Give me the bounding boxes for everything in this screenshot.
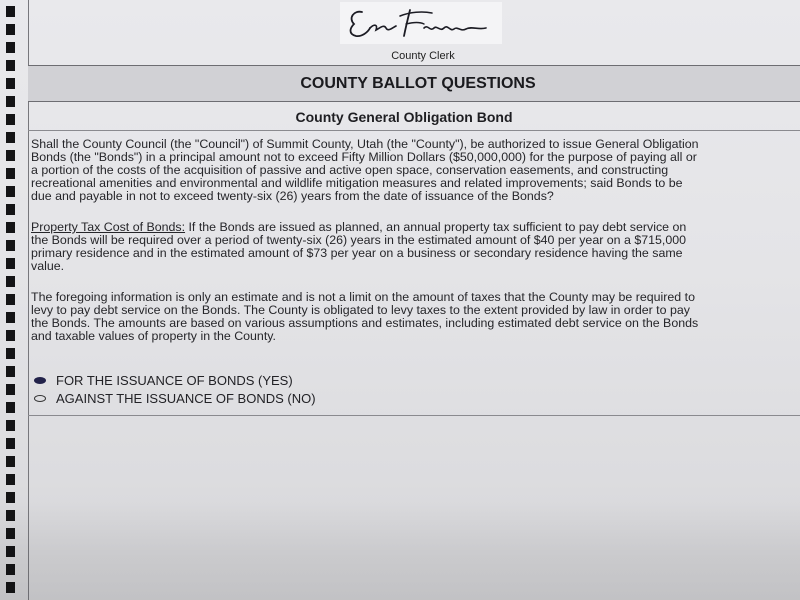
timing-mark — [6, 96, 15, 107]
timing-mark — [6, 474, 15, 485]
timing-mark — [6, 222, 15, 233]
timing-mark — [6, 384, 15, 395]
paragraph-line: recreational amenities and environmental and wildlife mitigation measures and related improvements; said Bonds to be — [31, 176, 683, 190]
timing-mark — [6, 402, 15, 413]
empty-oval-icon[interactable] — [34, 395, 46, 402]
paragraph-line: and taxable values of property in the County. — [31, 329, 276, 343]
paragraph-line: the Bonds will be required over a period of twenty-six (26) years in the estimated amount of $40 per year on a $715,000 — [31, 233, 687, 247]
option-no-label: AGAINST THE ISSUANCE OF BONDS (NO) — [56, 391, 316, 406]
question-title-text: County General Obligation Bond — [295, 109, 513, 125]
timing-mark — [6, 168, 15, 179]
timing-mark — [6, 456, 15, 467]
question-title — [28, 103, 800, 131]
option-yes-label: FOR THE ISSUANCE OF BONDS (YES) — [56, 373, 293, 388]
paragraph-line: value. — [31, 259, 65, 273]
paragraph-line: Bonds (the "Bonds") in a principal amount not to exceed Fifty Million Dollars ($50,000,000) for the purpose of paying all or — [31, 150, 697, 164]
clerk-signature — [340, 2, 502, 44]
timing-mark — [6, 60, 15, 71]
timing-mark — [6, 420, 15, 431]
option-yes[interactable] — [34, 373, 293, 388]
timing-mark — [6, 348, 15, 359]
tax-cost-label: Property Tax Cost of Bonds: — [31, 220, 186, 234]
page-shadow — [0, 500, 800, 600]
timing-mark — [6, 204, 15, 215]
timing-mark — [6, 258, 15, 269]
paragraph-line: Shall the County Council (the "Council") of Summit County, Utah (the "County"), be authorized to issue General Obligation — [31, 137, 699, 151]
timing-mark — [6, 114, 15, 125]
timing-mark — [6, 294, 15, 305]
timing-mark — [6, 312, 15, 323]
paragraph-line: a portion of the costs of the acquisition of passive and active open space, conservation easements, and constructing — [31, 163, 669, 177]
clerk-title: County Clerk — [391, 50, 455, 62]
timing-mark — [6, 78, 15, 89]
option-no[interactable] — [34, 391, 316, 406]
timing-mark — [6, 6, 15, 17]
paragraph-line: primary residence and in the estimated amount of $73 per year on a business or secondary residence having the same — [31, 246, 683, 260]
timing-mark — [6, 132, 15, 143]
timing-mark — [6, 24, 15, 35]
timing-mark — [6, 276, 15, 287]
paragraph-line: the Bonds. The amounts are based on various assumptions and estimates, including estimated debt service on the Bonds — [31, 316, 699, 330]
timing-mark — [6, 240, 15, 251]
timing-mark — [6, 42, 15, 53]
divider — [28, 415, 800, 416]
timing-mark — [6, 366, 15, 377]
timing-mark — [6, 150, 15, 161]
question-paragraph — [31, 138, 800, 203]
timing-mark — [6, 186, 15, 197]
selected-oval-icon[interactable] — [34, 377, 46, 384]
tax-cost-paragraph — [31, 221, 800, 273]
paragraph-line: The foregoing information is only an estimate and is not a limit on the amount of taxes that the County may be required to — [31, 290, 695, 304]
estimate-paragraph — [31, 291, 800, 343]
signature-icon — [340, 2, 502, 44]
tax-cost-text: If the Bonds are issued as planned, an annual property tax sufficient to pay debt service on — [185, 220, 687, 234]
paragraph-line: due and payable in not to exceed twenty-six (26) years from the date of issuance of the Bonds? — [31, 189, 554, 203]
timing-mark — [6, 438, 15, 449]
timing-mark — [6, 330, 15, 341]
paragraph-line: levy to pay debt service on the Bonds. The County is obligated to levy taxes to the extent provided by law in order to pay — [31, 303, 690, 317]
section-header: COUNTY BALLOT QUESTIONS — [28, 66, 800, 102]
